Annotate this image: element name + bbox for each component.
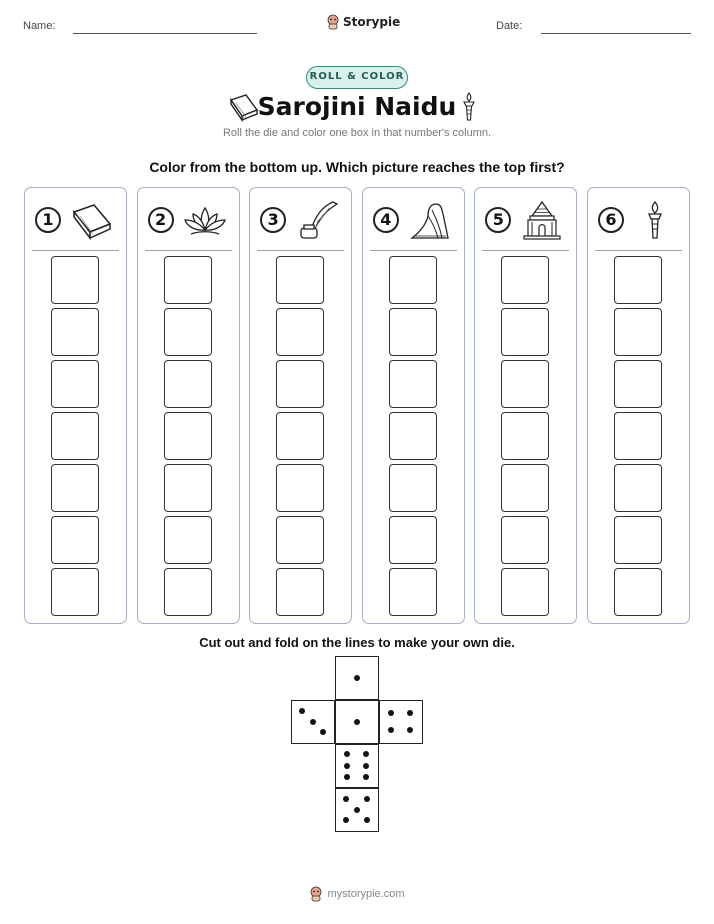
die-pip [344, 774, 350, 780]
color-box[interactable] [614, 516, 662, 564]
color-box[interactable] [501, 568, 549, 616]
temple-icon [518, 200, 566, 240]
column-2 [137, 187, 240, 624]
color-box[interactable] [501, 464, 549, 512]
brand-name: Storypie [343, 15, 401, 29]
column-number: 5 [485, 207, 511, 233]
color-box[interactable] [501, 516, 549, 564]
die-face-3 [291, 700, 335, 744]
die-pip [343, 796, 349, 802]
color-box[interactable] [614, 464, 662, 512]
storypie-mascot-icon [309, 886, 323, 902]
column-cells [614, 256, 662, 620]
die-pip [354, 807, 360, 813]
die-face-1 [335, 656, 379, 700]
die-pip [299, 708, 305, 714]
column-cells [389, 256, 437, 620]
page-title: Sarojini Naidu [257, 92, 457, 121]
quill-inkpot-icon [293, 200, 341, 240]
column-number: 3 [260, 207, 286, 233]
die-pip [364, 796, 370, 802]
die-face-6 [335, 744, 379, 788]
color-box[interactable] [51, 412, 99, 460]
color-box[interactable] [164, 568, 212, 616]
color-box[interactable] [164, 308, 212, 356]
die-pip [344, 763, 350, 769]
color-box[interactable] [501, 412, 549, 460]
subtitle: Roll the die and color one box in that number's column. [222, 127, 492, 139]
color-box[interactable] [51, 256, 99, 304]
torch-icon [631, 200, 679, 240]
column-divider [145, 250, 232, 251]
roll-columns [24, 187, 690, 624]
color-box[interactable] [276, 360, 324, 408]
color-box[interactable] [389, 568, 437, 616]
die-pip [343, 817, 349, 823]
lotus-icon [181, 200, 229, 240]
color-box[interactable] [276, 256, 324, 304]
color-box[interactable] [51, 308, 99, 356]
die-pip [388, 727, 394, 733]
die-pip [310, 719, 316, 725]
column-cells [501, 256, 549, 620]
column-divider [32, 250, 119, 251]
color-box[interactable] [276, 516, 324, 564]
die-pip [363, 751, 369, 757]
color-box[interactable] [51, 568, 99, 616]
column-divider [595, 250, 682, 251]
date-label: Date: [496, 20, 523, 32]
die-pip [354, 675, 360, 681]
column-divider [257, 250, 344, 251]
name-label: Name: [23, 20, 56, 32]
color-box[interactable] [276, 412, 324, 460]
color-box[interactable] [51, 360, 99, 408]
instruction: Color from the bottom up. Which picture reaches the top first? [149, 159, 565, 175]
die-face-1 [335, 700, 379, 744]
column-number: 4 [373, 207, 399, 233]
color-box[interactable] [389, 412, 437, 460]
die-pip [407, 727, 413, 733]
color-box[interactable] [164, 516, 212, 564]
column-header [250, 188, 351, 251]
color-box[interactable] [276, 568, 324, 616]
column-header [363, 188, 464, 251]
color-box[interactable] [389, 308, 437, 356]
column-header [588, 188, 689, 251]
column-6 [587, 187, 690, 624]
color-box[interactable] [614, 256, 662, 304]
die-pip [344, 751, 350, 757]
column-header [138, 188, 239, 251]
color-box[interactable] [501, 360, 549, 408]
color-box[interactable] [614, 412, 662, 460]
book-icon [68, 200, 116, 240]
column-1 [24, 187, 127, 624]
column-divider [482, 250, 569, 251]
column-number: 6 [598, 207, 624, 233]
column-number: 1 [35, 207, 61, 233]
color-box[interactable] [614, 568, 662, 616]
color-box[interactable] [51, 464, 99, 512]
color-box[interactable] [164, 256, 212, 304]
color-box[interactable] [276, 308, 324, 356]
color-box[interactable] [276, 464, 324, 512]
brand-logo [326, 14, 400, 30]
column-divider [370, 250, 457, 251]
color-box[interactable] [164, 412, 212, 460]
die-pip [363, 763, 369, 769]
die-pip [364, 817, 370, 823]
die-face-5 [335, 788, 379, 832]
storypie-mascot-icon [326, 14, 340, 30]
column-cells [164, 256, 212, 620]
footer [0, 886, 714, 902]
die-pip [388, 710, 394, 716]
name-line[interactable] [73, 33, 257, 34]
color-box[interactable] [164, 360, 212, 408]
column-3 [249, 187, 352, 624]
cut-instruction: Cut out and fold on the lines to make your own die. [199, 635, 515, 650]
die-pip [407, 710, 413, 716]
color-box[interactable] [51, 516, 99, 564]
color-box[interactable] [389, 360, 437, 408]
column-header [25, 188, 126, 251]
color-box[interactable] [389, 256, 437, 304]
date-line[interactable] [541, 33, 691, 34]
column-cells [51, 256, 99, 620]
color-box[interactable] [501, 256, 549, 304]
roll-color-badge: ROLL & COLOR [306, 66, 408, 89]
die-pip [354, 719, 360, 725]
color-box[interactable] [164, 464, 212, 512]
column-5 [474, 187, 577, 624]
column-header [475, 188, 576, 251]
footer-url[interactable]: mystorypie.com [327, 888, 405, 900]
column-number: 2 [148, 207, 174, 233]
color-box[interactable] [389, 516, 437, 564]
column-4 [362, 187, 465, 624]
torch-icon [462, 92, 476, 122]
color-box[interactable] [389, 464, 437, 512]
color-box[interactable] [614, 360, 662, 408]
color-box[interactable] [501, 308, 549, 356]
column-cells [276, 256, 324, 620]
saree-icon [406, 200, 454, 240]
color-box[interactable] [614, 308, 662, 356]
die-pip [320, 729, 326, 735]
die-face-4 [379, 700, 423, 744]
die-pip [363, 774, 369, 780]
